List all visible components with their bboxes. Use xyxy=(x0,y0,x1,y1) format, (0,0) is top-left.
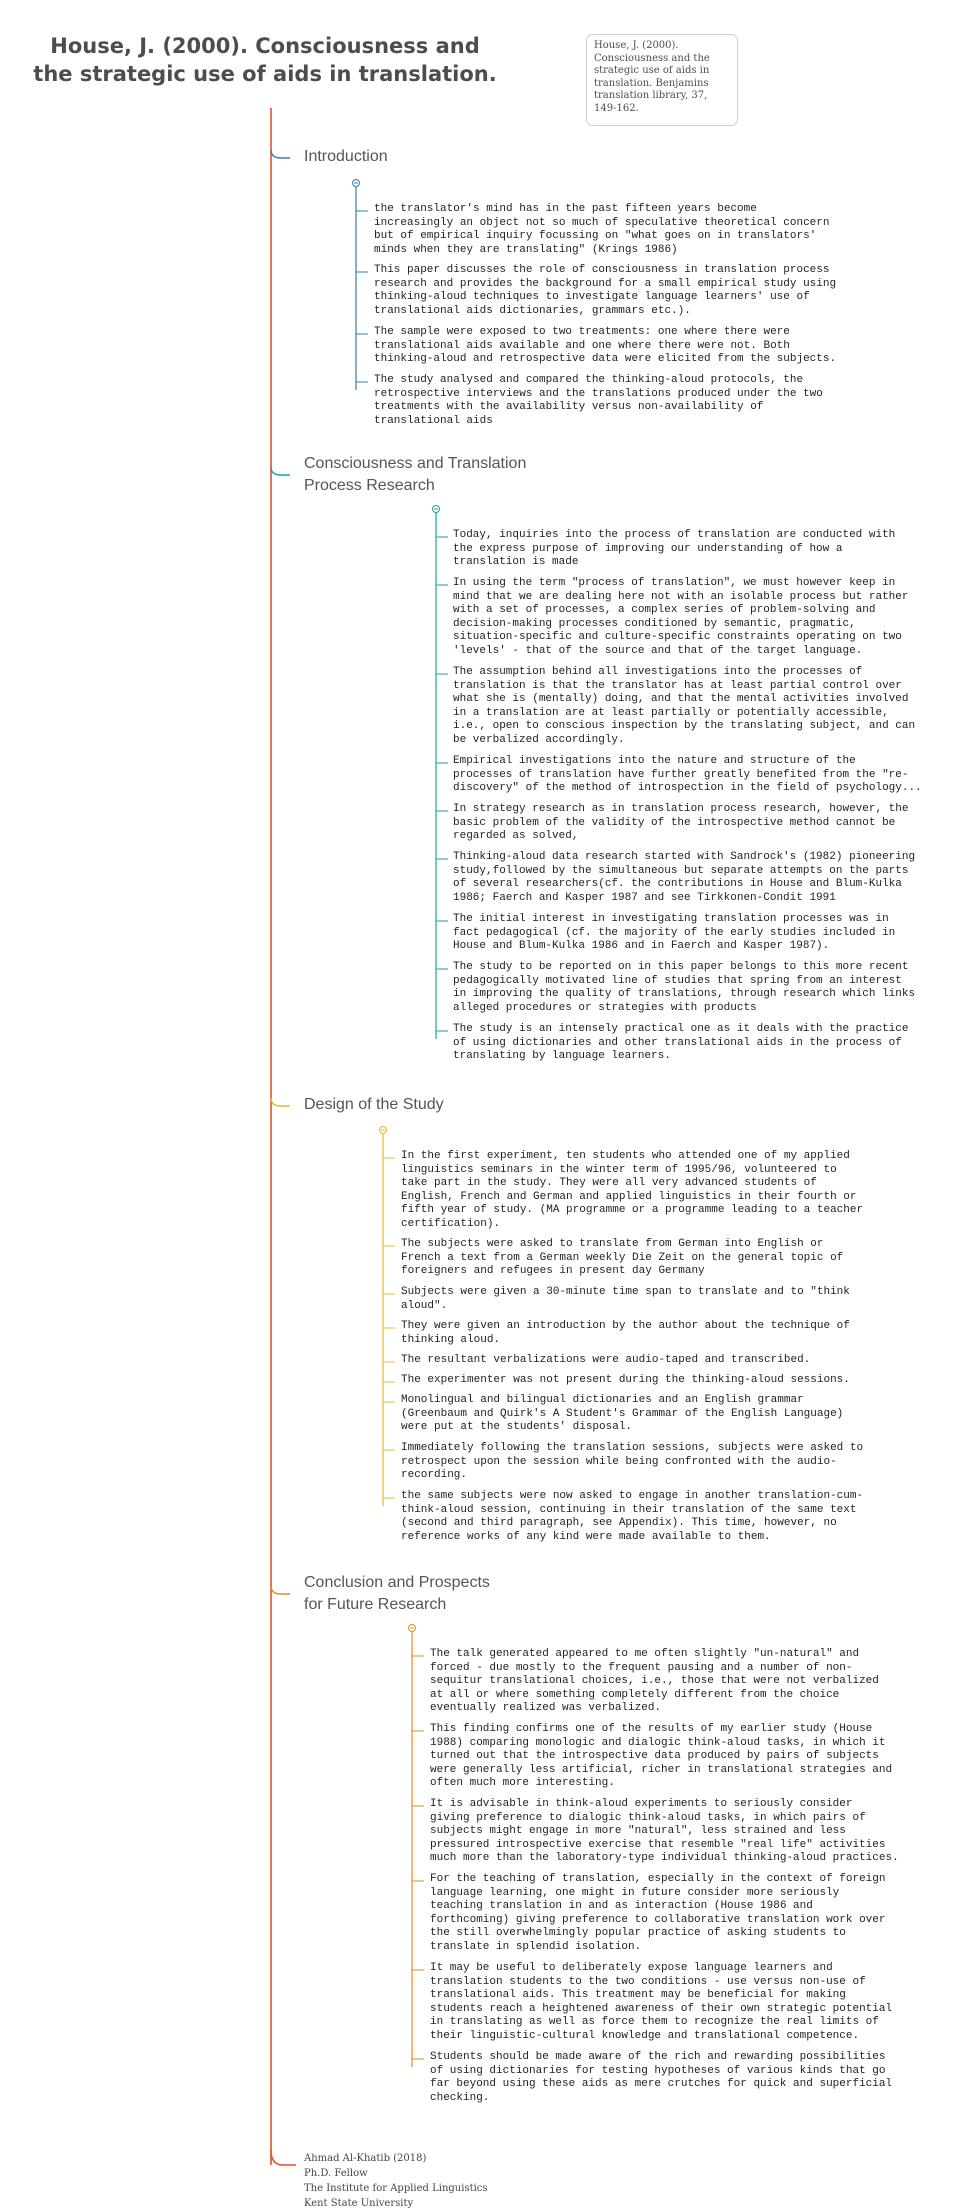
leaf-note[interactable]: The talk generated appeared to me often slightly "un-natural" and forced - due mostly to the frequent pausing and a number of non- sequitur translational choices, i.e., those that were not verbalized at all or where something completely different from the choice eventually realized was verbalized. xyxy=(430,1648,879,1714)
leaf-note[interactable]: This paper discusses the role of consciousness in translation process research and provides the background for a small empirical study using thinking-aloud techniques to investigate language learners' use of translational aids dictionaries, grammars etc.). xyxy=(374,264,837,317)
leaf-note[interactable]: The sample were exposed to two treatments: one where there were translational aids available and one where there were not. Both thinking-aloud and retrospective data were elicited from the subjects. xyxy=(374,326,837,365)
leaf-note[interactable]: It is advisable in think-aloud experiments to seriously consider giving preference to dialogic think-aloud tasks, in which pairs of subjects might engage in more "natural", less strained and less pressured introspective exercise that resemble "real life" activities much more than the laboratory-type individual thinking-aloud practices. xyxy=(430,1798,899,1864)
leaf-note[interactable]: Empirical investigations into the nature and structure of the processes of translation have further greatly benefited from the "re- discovery" of the method of introspection in the field of psychology... xyxy=(453,755,922,794)
leaf-note[interactable]: Monolingual and bilingual dictionaries and an English grammar (Greenbaum and Quirk's A Student's Grammar of the English Language) were put at the students' disposal. xyxy=(401,1394,844,1433)
topic-title-line: for Future Research xyxy=(304,1596,447,1613)
connector-line xyxy=(271,1098,290,1106)
topic-title-line: Introduction xyxy=(304,148,388,165)
leaf-note[interactable]: The study is an intensely practical one as it deals with the practice of using dictionaries and other translational aids in the process of translating by language learners. xyxy=(453,1023,909,1062)
leaf-note[interactable]: This finding confirms one of the results of my earlier study (House 1988) comparing monologic and dialogic think-aloud tasks, in which it turned out that the introspective data produced by pairs of subjects were generally less artificial, richer in translational strategies and often much more interesting. xyxy=(430,1723,893,1789)
topic-introduction[interactable] xyxy=(304,146,388,168)
citation-note: House, J. (2000). Consciousness and the strategic use of aids in translation. Benjamins translation library, 37, 149-162. xyxy=(586,34,738,126)
connector-line xyxy=(271,467,290,475)
connector-line xyxy=(271,150,290,158)
page-title: House, J. (2000). Consciousness and the strategic use of aids in translation. xyxy=(33,34,497,86)
topic-title-line: Conclusion and Prospects xyxy=(304,1574,490,1591)
credit-line: Ahmad Al-Khatib (2018) xyxy=(304,2153,427,2164)
leaf-note[interactable]: the same subjects were now asked to engage in another translation-cum- think-aloud session, continuing in their translation of the same text (second and third paragraph, see Appendix). This time, however, no reference works of any kind were made available to them. xyxy=(401,1490,864,1543)
leaf-note[interactable]: They were given an introduction by the author about the technique of thinking aloud. xyxy=(401,1320,850,1346)
topic-conclusion[interactable] xyxy=(304,1572,490,1616)
leaf-note[interactable]: In strategy research as in translation process research, however, the basic problem of the validity of the introspective method cannot be regarded as solved, xyxy=(453,803,909,842)
connector-line xyxy=(271,1586,290,1594)
leaf-note[interactable]: It may be useful to deliberately expose language learners and translation students to the two conditions - use versus non-use of translational aids. This treatment may be beneficial for making students reach a heightened awareness of their own strategic potential in translating as well as force them to recognize the real limits of their linguistic-cultural knowledge and translational competence. xyxy=(430,1962,893,2042)
leaf-note[interactable]: The initial interest in investigating translation processes was in fact pedagogical (cf. the majority of the early studies included in House and Blum-Kulka 1986 and in Faerch and Kasper 1987). xyxy=(453,913,896,952)
connector-line xyxy=(271,2150,296,2165)
leaf-note[interactable]: In the first experiment, ten students who attended one of my applied linguistics seminars in the winter term of 1995/96, volunteered to take part in the study. They were all very advanced students of English, French and German and applied linguistics in their fourth or fifth year of study. (MA programme or a programme leading to a teacher certification). xyxy=(401,1150,864,1230)
leaf-note[interactable]: Immediately following the translation sessions, subjects were asked to retrospect upon the session while being confronted with the audio- recording. xyxy=(401,1442,864,1481)
leaf-note[interactable]: the translator's mind has in the past fifteen years become increasingly an object not so much of speculative theoretical concern but of empirical inquiry focussing on "what goes on in translators' minds when they are translating" (Krings 1986) xyxy=(374,203,830,256)
leaf-note[interactable]: Students should be made aware of the rich and rewarding possibilities of using dictionaries for testing hypotheses of various kinds that go far beyond using these aids as mere crutches for quick and superficial checking. xyxy=(430,2051,893,2104)
leaf-note[interactable]: The study to be reported on in this paper belongs to this more recent pedagogically motivated line of studies that spring from an interest in improving the quality of translations, through research which links alleged procedures or strategies with products xyxy=(453,961,916,1014)
topic-title-line: Consciousness and Translation xyxy=(304,455,527,472)
credit-line: The Institute for Applied Linguistics xyxy=(304,2183,488,2194)
topic-design[interactable] xyxy=(304,1094,444,1116)
credit-line: Ph.D. Fellow xyxy=(304,2168,368,2179)
leaf-note[interactable]: The subjects were asked to translate from German into English or French a text from a German weekly Die Zeit on the general topic of foreigners and refugees in present day Germany xyxy=(401,1238,844,1277)
leaf-note[interactable]: Subjects were given a 30-minute time span to translate and to "think aloud". xyxy=(401,1286,850,1312)
topic-consciousness[interactable] xyxy=(304,453,526,497)
leaf-note[interactable]: For the teaching of translation, especially in the context of foreign language learning, one might in future consider more seriously teaching translation in and as interaction (House 1986 and forthcoming) giving preference to collaborative translation work over the still overwhelmingly popular practice of asking students to translate in splendid isolation. xyxy=(430,1873,886,1953)
leaf-note[interactable]: In using the term "process of translation", we must however keep in mind that we are dealing here not with an isolable process but rather with a set of processes, a complex series of problem-solving and decision-making processes conditioned by semantic, pragmatic, situation-specific and culture-specific constraints operating on two 'levels' - that of the source and that of the target language. xyxy=(453,577,909,657)
author-credit xyxy=(304,2151,488,2211)
leaf-note[interactable]: Thinking-aloud data research started with Sandrock's (1982) pioneering study,followed by the simultaneous but separate attempts on the parts of several researchers(cf. the contributions in House and Blum-Kulka 1986; Faerch and Kasper 1987 and see Tirkkonen-Condit 1991 xyxy=(453,851,916,904)
topic-title-line: Process Research xyxy=(304,477,435,494)
leaf-note[interactable]: Today, inquiries into the process of translation are conducted with the express purpose of improving our understanding of how a translation is made xyxy=(453,529,896,568)
leaf-note[interactable]: The assumption behind all investigations into the processes of translation is that the translator has at least partial control over what she is (mentally) doing, and that the mental activities involved in a translation are at least partially or potentially accessible, i.e., open to conscious inspection by the translating subject, and can be verbalized accordingly. xyxy=(453,666,916,746)
leaf-note[interactable]: The resultant verbalizations were audio-taped and transcribed. xyxy=(401,1354,811,1366)
topic-title-line: Design of the Study xyxy=(304,1096,444,1113)
leaf-note[interactable]: The study analysed and compared the thinking-aloud protocols, the retrospective interviews and the translations produced under the two treatments with the availability versus non-availability of translational aids xyxy=(374,374,823,427)
credit-line: Kent State University xyxy=(304,2198,414,2209)
leaf-note[interactable]: The experimenter was not present during the thinking-aloud sessions. xyxy=(401,1374,850,1386)
